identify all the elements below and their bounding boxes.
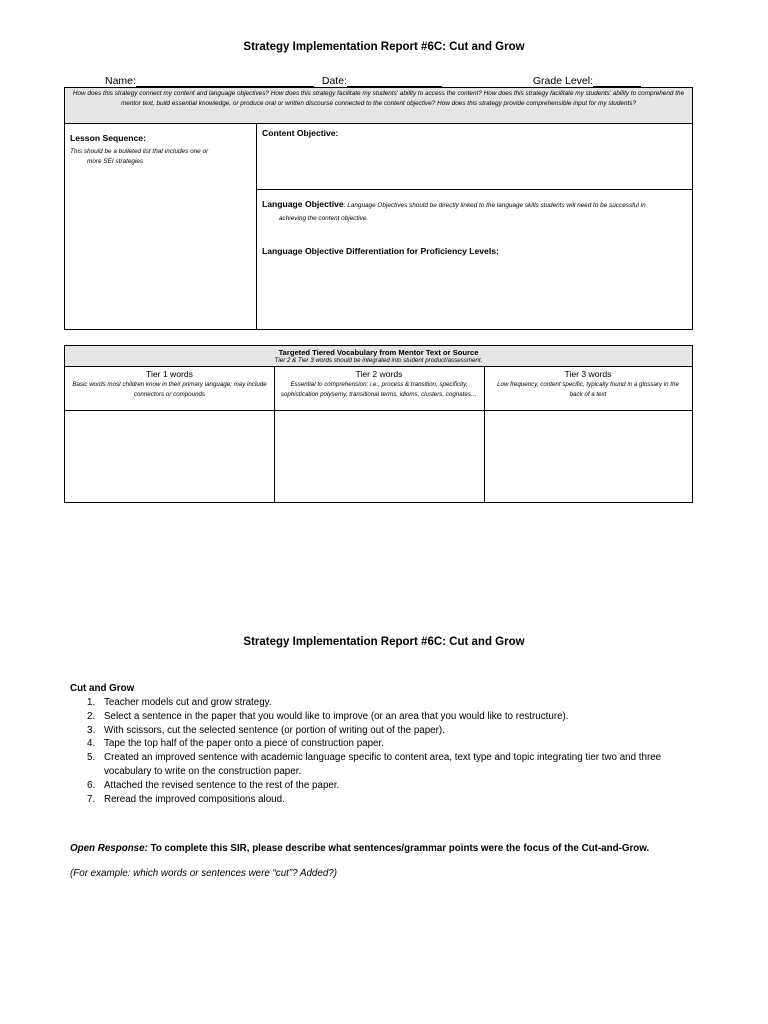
tier2-input-cell[interactable] — [274, 411, 484, 502]
step-number: 7. — [87, 793, 96, 805]
list-item — [87, 724, 697, 738]
list-item — [87, 696, 697, 710]
name-label: Name: — [105, 75, 136, 87]
vocabulary-table-subheading: Tier 2 & Tier 3 words should be integrated into student product/assessment. — [274, 357, 483, 364]
list-item — [87, 737, 697, 751]
list-item — [87, 793, 697, 807]
page2-title: Strategy Implementation Report #6C: Cut and Grow — [243, 636, 525, 648]
open-response-text: To complete this SIR, please describe what sentences/grammar points were the focus of the Cut-and-Grow. — [147, 843, 650, 854]
step-text: Attached the revised sentence to the rest of the paper. — [104, 779, 340, 791]
content-objective-label: Content Objective: — [262, 128, 339, 138]
step-text: With scissors, cut the selected sentence (or portion of writing out of the paper). — [104, 724, 445, 736]
tier1-description: Basic words most children know in their primary language; may include connectors or compounds — [72, 381, 267, 398]
page-title: Strategy Implementation Report #6C: Cut and Grow — [243, 41, 525, 53]
step-number: 5. — [87, 752, 96, 764]
tier3-input-cell[interactable] — [484, 411, 692, 502]
column-divider — [484, 367, 485, 502]
language-objective-description: : Language Objectives should be directly linked to the language skills students will need to be successful in — [343, 202, 646, 209]
lesson-sequence-cell[interactable] — [65, 124, 257, 329]
lesson-sequence-label: Lesson Sequence: — [70, 133, 146, 143]
tier2-header — [274, 367, 484, 411]
language-objective-description-line2: achieving the content objective. — [279, 215, 369, 222]
language-objective-label: Language Objective — [262, 199, 344, 209]
open-response-prompt — [70, 843, 649, 854]
list-item — [87, 779, 697, 793]
tier1-name: Tier 1 words — [146, 369, 193, 379]
name-field[interactable] — [136, 75, 314, 87]
open-response-label: Open Response: — [70, 843, 148, 854]
tier1-input-cell[interactable] — [65, 411, 274, 502]
tier1-header — [65, 367, 274, 411]
step-text: Teacher models cut and grow strategy. — [104, 697, 272, 708]
report-header — [105, 75, 641, 87]
step-text: Reread the improved compositions aloud. — [104, 793, 285, 805]
step-text: Select a sentence in the paper that you would like to improve (or an area that you would like to restructure). — [104, 710, 569, 722]
list-item — [87, 751, 697, 779]
lesson-sequence-note — [70, 147, 251, 166]
step-number: 4. — [87, 738, 96, 750]
steps-list — [87, 696, 697, 806]
tier3-name: Tier 3 words — [564, 369, 612, 379]
vocabulary-table-header — [65, 346, 692, 367]
grade-level-field[interactable] — [593, 75, 641, 87]
step-text: Created an improved sentence with academic language specific to content area, text type and topic integrating tier two and three vocabulary to write on the construction paper. — [104, 752, 662, 777]
lesson-sequence-note-line2: more SEI strategies — [87, 157, 144, 165]
tier2-description: Essential to comprehension: i.e., process & transition, specificity, sophistication polysemy, transitional terms, idioms, clusters, cognates… — [280, 381, 478, 398]
tier2-name: Tier 2 words — [355, 369, 403, 379]
vocabulary-table — [64, 345, 693, 503]
language-objective-cell[interactable] — [257, 190, 692, 329]
tier3-description: Low frequency, content specific, typically found in a glossary in the back of a text — [497, 381, 679, 398]
date-field[interactable] — [347, 75, 442, 87]
step-number: 3. — [87, 724, 96, 736]
step-number: 6. — [87, 779, 96, 791]
step-number: 2. — [87, 710, 96, 722]
content-objective-cell[interactable] — [257, 124, 692, 190]
lesson-sequence-note-line1: This should be a bulleted list that includes one or — [70, 148, 209, 155]
list-item — [87, 710, 697, 724]
example-note: (For example: which words or sentences were “cut”? Added?) — [70, 868, 337, 879]
date-label: Date: — [321, 75, 347, 87]
step-number: 1. — [87, 697, 96, 708]
tier3-header — [484, 367, 692, 411]
column-divider — [274, 367, 275, 502]
cut-and-grow-heading: Cut and Grow — [70, 683, 135, 694]
lesson-plan-table — [64, 87, 693, 330]
differentiation-label: Language Objective Differentiation for Proficiency Levels: — [262, 246, 499, 256]
grade-level-label: Grade Level: — [532, 75, 594, 87]
step-text: Tape the top half of the paper onto a piece of construction paper. — [104, 738, 384, 750]
strategy-question-text: How does this strategy connect my content and language objectives? How does this strategy facilitate my students' ability to access the content? How does this strategy facilitate my students' ability to comprehend the mentor text, build essential knowledge, or produce oral or written discourse connected to the content objective? How does this strategy provide comprehensible input for my students? — [65, 88, 692, 124]
vocabulary-table-heading: Targeted Tiered Vocabulary from Mentor Text or Source — [278, 348, 479, 357]
